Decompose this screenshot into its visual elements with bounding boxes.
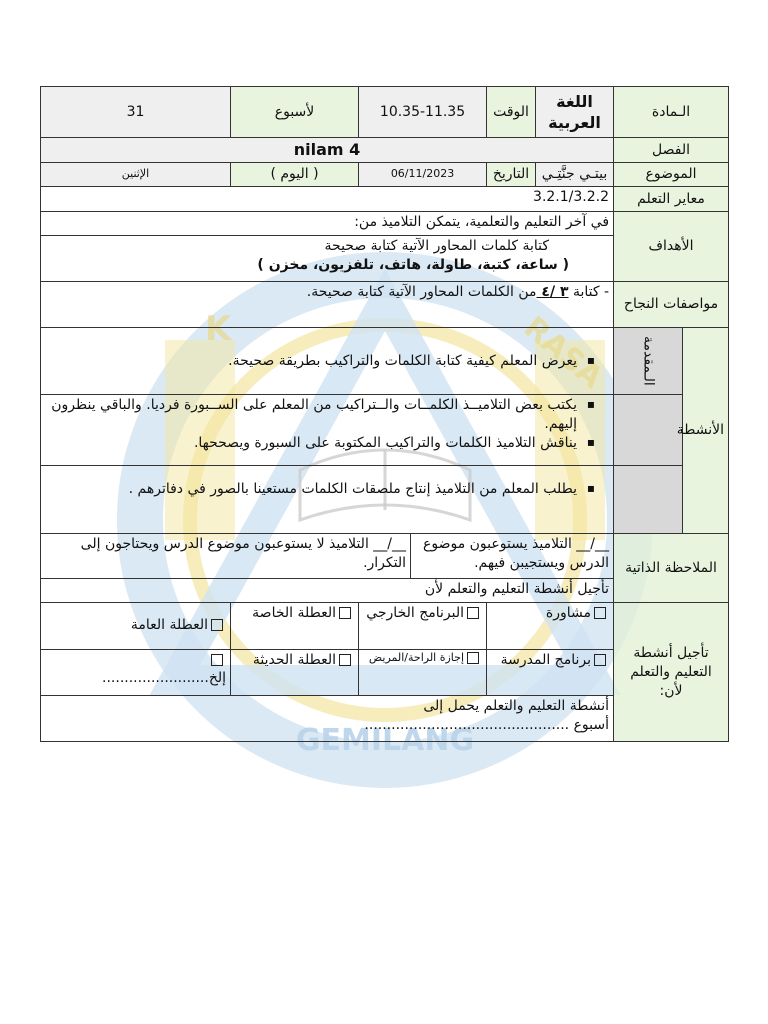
checkbox-icon[interactable] — [339, 654, 351, 666]
criteria-prefix: - كتابة — [572, 283, 610, 300]
postpone-label: تأجيل أنشطة التعليم والتعلم لأن: — [614, 603, 729, 742]
day-label: ( اليوم ) — [231, 163, 359, 187]
intro-label-cell — [614, 328, 683, 395]
postpone-line: تأجيل أنشطة التعليم والتعلم لأن — [41, 579, 614, 603]
criteria-value — [41, 281, 614, 327]
watermark-text-top-left: K — [205, 309, 232, 349]
checkbox-icon[interactable] — [594, 654, 606, 666]
postpone-option-3[interactable]: العطلة الخاصة — [231, 603, 359, 649]
main-item-2: ▪ يناقش التلاميذ الكلمات والتراكيب المكتوبة على السبورة ويصححها. — [45, 434, 595, 453]
closing-label-cell — [614, 465, 683, 533]
time-label: الوقت — [487, 87, 536, 138]
postpone-option-8[interactable]: إلخ........................ — [41, 649, 231, 695]
checkbox-icon[interactable] — [467, 652, 479, 664]
postpone-option-4[interactable]: العطلة العامة — [41, 603, 231, 649]
topic-label: الموضوع — [614, 163, 729, 187]
main-content — [41, 395, 614, 465]
carry-over — [41, 695, 614, 741]
objectives-content — [41, 235, 614, 281]
time-value: 10.35-11.35 — [359, 87, 487, 138]
checkbox-icon[interactable] — [211, 619, 223, 631]
checkbox-icon[interactable] — [467, 607, 479, 619]
main-label-cell — [614, 395, 683, 465]
date-value: 06/11/2023 — [359, 163, 487, 187]
checkbox-icon[interactable] — [211, 654, 223, 666]
postpone-option-7[interactable]: العطلة الحديثة — [231, 649, 359, 695]
date-label: التاريخ — [487, 163, 536, 187]
subject-label: الـمادة — [614, 87, 729, 138]
intro-label: الـمقدمة — [640, 336, 657, 387]
watermark-text-top-right: RASA — [516, 310, 610, 396]
objectives-line-1: في آخر التعليم والتعلمية، يتمكن التلاميذ من: — [41, 211, 614, 235]
postpone-option-5[interactable]: برنامج المدرسة — [487, 649, 614, 695]
week-value: 31 — [41, 87, 231, 138]
standards-label: معاير التعلم — [614, 187, 729, 211]
criteria-label: مواصفات النجاح — [614, 281, 729, 327]
intro-content — [41, 328, 614, 395]
topic-value: بيتـي جنَّتِـي — [536, 163, 614, 187]
week-label: لأسبوع — [231, 87, 359, 138]
standards-value: 3.2.1/3.2.2 — [41, 187, 614, 211]
day-value: الإثنين — [41, 163, 231, 187]
class-label: الفصل — [614, 138, 729, 163]
reflection-right: __/__ التلاميذ يستوعبون موضوع الدرس ويستجيبن فيهم. — [411, 534, 614, 579]
criteria-suffix: من الكلمات المحاور الآتية كتابة صحيحة. — [306, 283, 537, 300]
checkbox-icon[interactable] — [594, 607, 606, 619]
activities-label: الأنشطة — [683, 328, 729, 534]
carry-line-2: أسبوع .............................................. — [364, 716, 610, 733]
watermark-text-bottom: GEMILANG — [295, 723, 475, 758]
postpone-option-6[interactable]: إجازة الراحة/المريض — [359, 649, 487, 695]
postpone-option-1[interactable]: مشاورة — [487, 603, 614, 649]
reflection-left: __/__ التلاميذ لا يستوعبون موضوع الدرس ويحتاجون إلى التكرار. — [41, 534, 411, 579]
objectives-line-3: ( ساعة، كتبة، طاولة، هاتف، تلفزيون، مخزن ) — [257, 256, 570, 273]
class-value: 4 nilam — [41, 138, 614, 163]
lesson-plan-table — [40, 86, 729, 742]
main-item-1: ▪ يكتب بعض التلاميــذ الكلمــات والــتراكيب من المعلم على الســبورة فرديا. والباقي ينظرون إليهم. — [45, 396, 595, 434]
closing-item: ▪ يطلب المعلم من التلاميذ إنتاج ملصقات الكلمات مستعينا بالصور في دفاترهم . — [45, 480, 595, 499]
carry-line-1: أنشطة التعليم والتعلم يحمل إلى — [423, 697, 610, 714]
checkbox-icon[interactable] — [339, 607, 351, 619]
objectives-label: الأهداف — [614, 211, 729, 281]
objectives-line-2: كتابة كلمات المحاور الآتية كتابة صحيحة — [324, 237, 550, 254]
subject-value: اللغة العربية — [536, 87, 614, 138]
criteria-count: ٣ /٤ — [536, 283, 569, 300]
intro-item: ▪ يعرض المعلم كيفية كتابة الكلمات والتراكيب بطريقة صحيحة. — [45, 352, 595, 371]
reflection-label: الملاحظة الذاتية — [614, 534, 729, 603]
closing-content — [41, 465, 614, 533]
postpone-option-2[interactable]: البرنامج الخارجي — [359, 603, 487, 649]
